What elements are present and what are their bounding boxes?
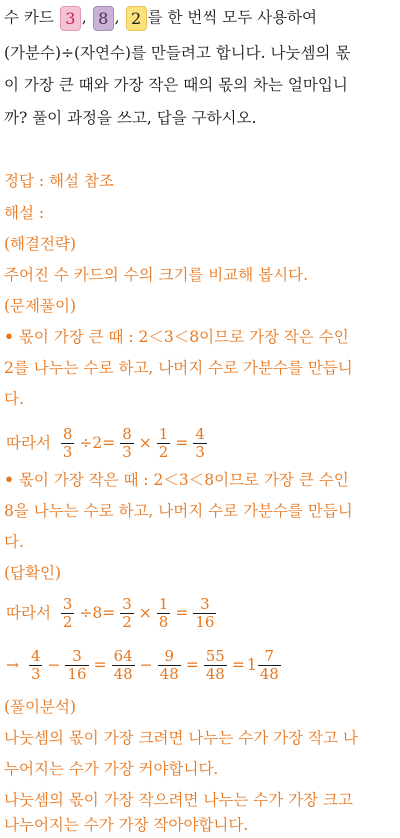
fraction: $\frac{9}{48}$ <box>159 646 179 683</box>
case1-line-3: 다. <box>4 390 24 408</box>
arrow: → <box>6 656 19 674</box>
fraction: $\frac{55}{48}$ <box>205 646 225 683</box>
strategy-text: 주어진 수 카드의 수의 크기를 비교해 봅시다. <box>4 266 309 284</box>
bullet: • <box>4 470 14 489</box>
fraction: $\frac{64}{48}$ <box>113 646 133 683</box>
solve-label: (문제풀이) <box>4 297 76 315</box>
fraction: $\frac{8}{3}$ <box>122 424 132 461</box>
case2-text: 몫이 가장 작은 때 : 2＜3＜8이므로 가장 큰 수인 <box>18 471 349 489</box>
fraction: $\frac{3}{16}$ <box>67 646 87 683</box>
strategy-label: (해결전략) <box>4 235 76 253</box>
number-card-8: 8 <box>93 6 114 31</box>
fraction: $\frac{1}{2}$ <box>158 424 169 461</box>
operator: − <box>139 656 153 674</box>
equation-3 <box>4 642 284 687</box>
fraction: $\frac{3}{2}$ <box>122 594 132 631</box>
analysis-label: (풀이분석) <box>4 698 76 716</box>
analysis-1-line-2: 누어지는 수가 가장 커야합니다. <box>4 760 219 778</box>
analysis-2-line-1: 나눗셈의 몫이 가장 작으려면 나누는 수가 가장 크고 <box>4 791 353 809</box>
operator: = <box>93 656 107 674</box>
operator: ÷2= <box>79 434 116 452</box>
case1-text: 몫이 가장 큰 때 : 2＜3＜8이므로 가장 작은 수인 <box>18 328 349 346</box>
bullet: • <box>4 327 14 346</box>
question-line-4: 까? 풀이 과정을 쓰고, 답을 구하시오. <box>4 109 257 127</box>
case2-line-1 <box>4 469 349 491</box>
question-line-2: (가분수)÷(자연수)를 만들려고 합니다. 나눗셈의 몫 <box>4 44 351 62</box>
operator: = <box>175 434 189 452</box>
eq2-prefix: 따라서 <box>6 604 51 622</box>
comma: , <box>114 8 120 27</box>
mixed-whole: 1 <box>246 656 257 674</box>
check-label: (답확인) <box>4 564 62 582</box>
operator: = <box>231 656 245 674</box>
fraction: $\frac{7}{48}$ <box>259 646 279 683</box>
operator: = <box>185 656 199 674</box>
eq1-prefix: 따라서 <box>6 434 51 452</box>
fraction: $\frac{3}{16}$ <box>195 594 215 631</box>
question-suffix: 를 한 번씩 모두 사용하여 <box>147 8 317 27</box>
fraction: $\frac{3}{2}$ <box>62 594 73 631</box>
fraction: $\frac{4}{3}$ <box>195 424 205 461</box>
question-prefix: 수 카드 <box>4 8 54 27</box>
comma: , <box>81 8 87 27</box>
analysis-2-line-2: 나누어지는 수가 가장 작아야합니다. <box>4 816 249 834</box>
operator: = <box>175 604 189 622</box>
equation-1 <box>4 420 210 465</box>
number-card-3: 3 <box>60 6 81 31</box>
operator: × <box>138 434 152 452</box>
fraction: $\frac{1}{8}$ <box>158 594 169 631</box>
answer-label: 정답 : 해설 참조 <box>4 172 114 190</box>
equation-2 <box>4 590 219 635</box>
explanation-label: 해설 : <box>4 204 45 222</box>
operator: × <box>138 604 152 622</box>
operator: − <box>47 656 61 674</box>
fraction: $\frac{4}{3}$ <box>30 646 41 683</box>
operator: ÷8= <box>79 604 116 622</box>
case1-line-2: 2를 나누는 수로 하고, 나머지 수로 가분수를 만듭니 <box>4 359 353 377</box>
number-card-2: 2 <box>126 6 147 31</box>
case2-line-2: 8을 나누는 수로 하고, 나머지 수로 가분수를 만듭니 <box>4 502 353 520</box>
question-line-3: 이 가장 큰 때와 가장 작은 때의 몫의 차는 얼마입니 <box>4 76 348 94</box>
case1-line-1 <box>4 326 349 348</box>
analysis-1-line-1: 나눗셈의 몫이 가장 크려면 나누는 수가 가장 작고 나 <box>4 729 358 747</box>
fraction: $\frac{8}{3}$ <box>62 424 73 461</box>
case2-line-3: 다. <box>4 533 24 551</box>
question-line-1 <box>4 6 317 31</box>
